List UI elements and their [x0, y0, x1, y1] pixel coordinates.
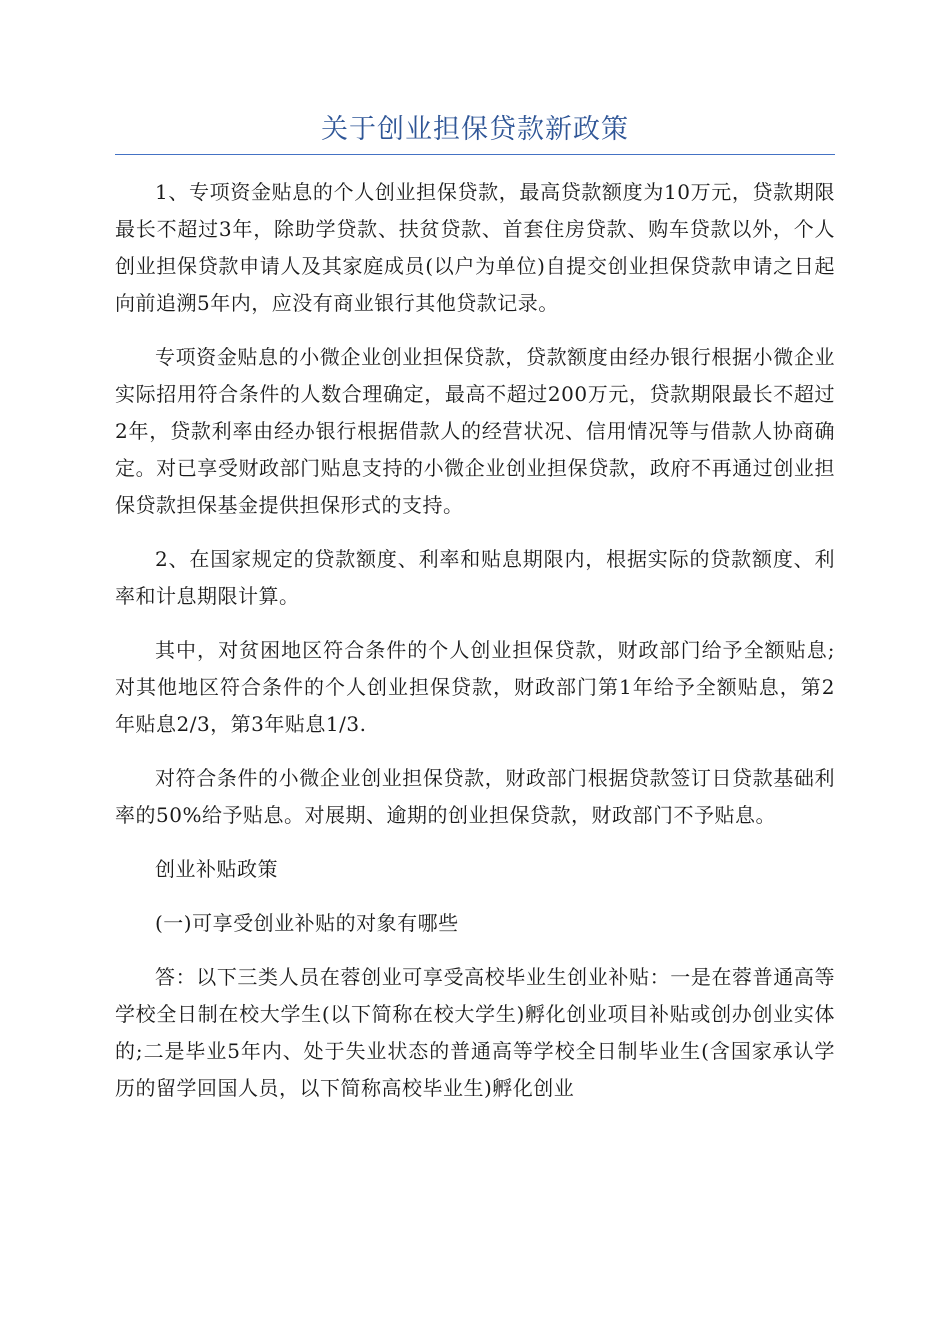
paragraph-interest-calculation: 2、在国家规定的贷款额度、利率和贴息期限内，根据实际的贷款额度、利率和计息期限计算。 — [115, 547, 835, 608]
paragraph-answer-eligibility: 答：以下三类人员在蓉创业可享受高校毕业生创业补贴：一是在蓉普通高等学校全日制在校大学生(以下简称在校大学生)孵化创业项目补贴或创办创业实体的;二是毕业5年内、处于失业状态的普通高等学校全日制毕业生(含国家承认学历的留学回国人员，以下简称高校毕业生)孵化创业 — [115, 965, 835, 1100]
question-heading-eligible-recipients: (一)可享受创业补贴的对象有哪些 — [155, 911, 459, 935]
document-body — [115, 174, 835, 1124]
paragraph-personal-loan: 1、专项资金贴息的个人创业担保贷款，最高贷款额度为10万元，贷款期限最长不超过3年，除助学贷款、扶贫贷款、首套住房贷款、购车贷款以外，个人创业担保贷款申请人及其家庭成员(以户为单位)自提交创业担保贷款申请之日起向前追溯5年内，应没有商业银行其他贷款记录。 — [115, 180, 835, 315]
document-title: 关于创业担保贷款新政策 — [321, 114, 629, 145]
section-heading-startup-subsidy: 创业补贴政策 — [155, 857, 278, 881]
paragraph-small-business-subsidy: 对符合条件的小微企业创业担保贷款，财政部门根据贷款签订日贷款基础利率的50%给予贴息。对展期、逾期的创业担保贷款，财政部门不予贴息。 — [115, 766, 835, 827]
paragraph-subsidy-rates: 其中，对贫困地区符合条件的个人创业担保贷款，财政部门给予全额贴息;对其他地区符合条件的个人创业担保贷款，财政部门第1年给予全额贴息，第2年贴息2/3，第3年贴息1/3. — [115, 638, 835, 736]
paragraph-small-business-loan: 专项资金贴息的小微企业创业担保贷款，贷款额度由经办银行根据小微企业实际招用符合条件的人数合理确定，最高不超过200万元，贷款期限最长不超过2年，贷款利率由经办银行根据借款人的经营状况、信用情况等与借款人协商确定。对已享受财政部门贴息支持的小微企业创业担保贷款，政府不再通过创业担保贷款担保基金提供担保形式的支持。 — [115, 345, 835, 517]
title-underline — [115, 154, 835, 155]
